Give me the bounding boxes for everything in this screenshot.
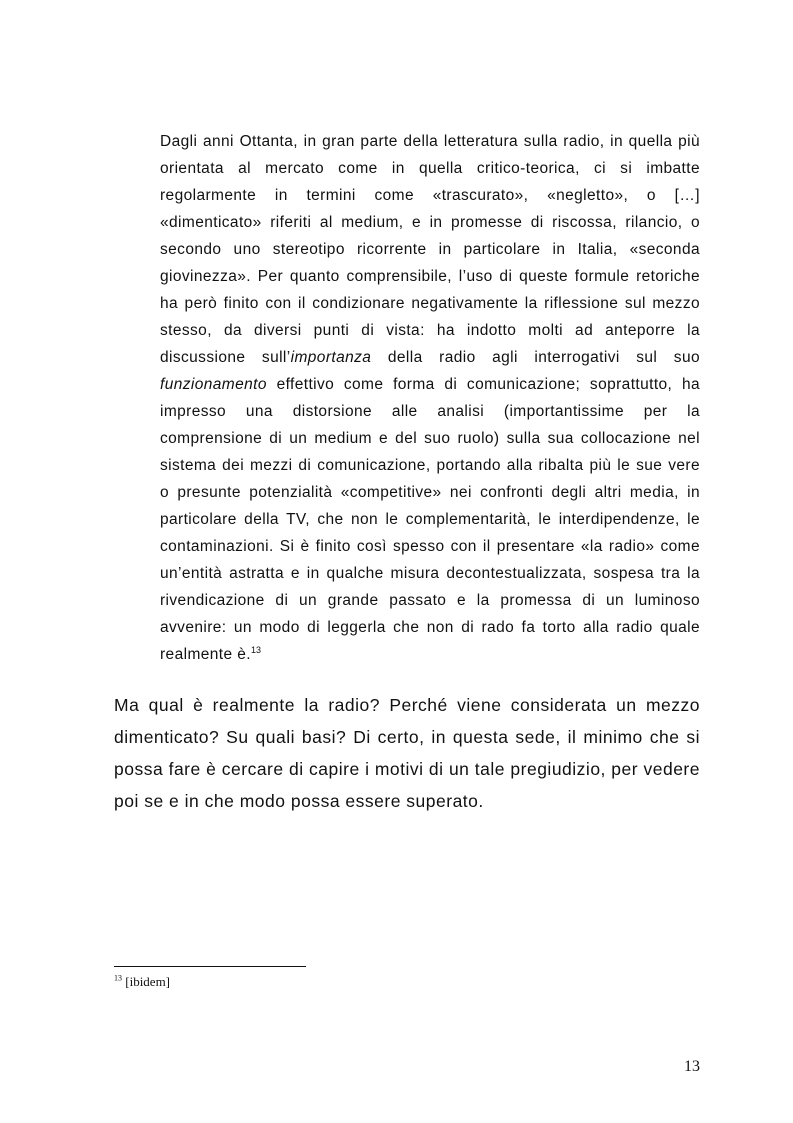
block-quote bbox=[160, 128, 700, 668]
quote-text-part-3: effettivo come forma di comunicazione; soprattutto, ha impresso una distorsione alle analisi (importantissime per la comprensione di un medium e del suo ruolo) sulla sua collocazione nel sistema dei mezzi di comunicazione, portando alla ribalta più le sue vere o presunte potenzialità «competitive» nei confronti degli altri media, in particolare della TV, che non le complementarità, le interdipendenze, le contaminazioni. Si è finito così spesso con il presentare «la radio» come un’entità astratta e in qualche misura decontestualizzata, sospesa tra la rivendicazione di un grande passato e la promessa di un luminoso avvenire: un modo di leggerla che non di rado fa torto alla radio quale realmente è. bbox=[160, 376, 700, 663]
footnote-reference: 13 bbox=[250, 644, 261, 655]
quote-italic-funzionamento: funzionamento bbox=[160, 376, 267, 393]
footnote bbox=[114, 973, 170, 991]
footnote-number: 13 bbox=[114, 973, 122, 983]
quote-text-part-1: Dagli anni Ottanta, in gran parte della letteratura sulla radio, in quella più orientata al mercato come in quella critico-teorica, ci si imbatte regolarmente in termini come «trascurato», «negletto», o […] «dimenticato» riferiti al medium, e in promesse di riscossa, rilancio, o secondo uno stereotipo ricorrente in particolare in Italia, «seconda giovinezza». Per quanto comprensibile, l’uso di queste formule retoriche ha però finito con il condizionare negativamente la riflessione sul mezzo stesso, da diversi punti di vista: ha indotto molti ad anteporre la discussione sull’ bbox=[160, 133, 700, 366]
footnote-text: [ibidem] bbox=[122, 974, 171, 989]
quote-text-part-2: della radio agli interrogativi sul suo bbox=[371, 349, 700, 366]
body-paragraph: Ma qual è realmente la radio? Perché viene considerata un mezzo dimenticato? Su quali basi? Di certo, in questa sede, il minimo che si possa fare è cercare di capire i motivi di un tale pregiudizio, per vedere poi se e in che modo possa essere superato. bbox=[114, 695, 700, 811]
page-number: 13 bbox=[684, 1058, 700, 1075]
footnote-separator bbox=[114, 966, 306, 967]
quote-italic-importanza: importanza bbox=[290, 349, 372, 366]
